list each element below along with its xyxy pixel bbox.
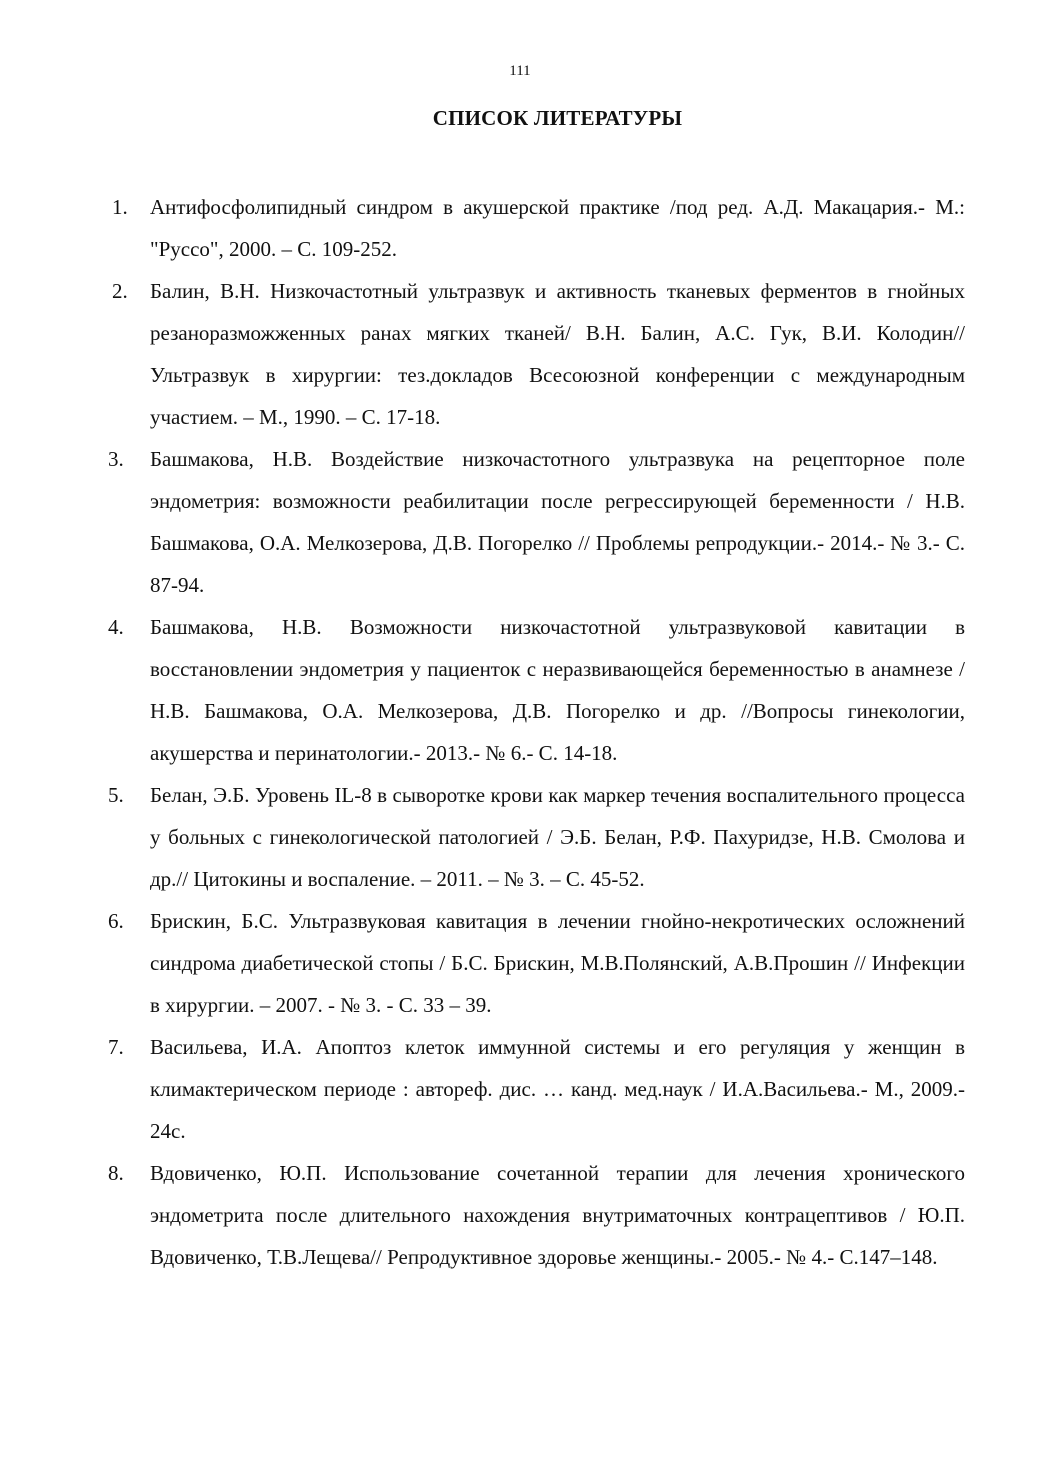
reference-number: 1. [112, 195, 128, 219]
reference-number: 7. [108, 1035, 124, 1059]
reference-text: Башмакова, Н.В. Воздействие низкочастотного ультразвука на рецепторное поле эндометрия: возможности реабилитации после регрессирующей беременности / Н.В. Башмакова, О.А. Мелкозерова, Д.В. Погорелко // Проблемы репродукции.- 2014.- № 3.- С. 87-94. [150, 447, 965, 597]
reference-list [0, 186, 1040, 1278]
reference-item-5 [0, 774, 965, 900]
reference-item-2 [0, 270, 965, 438]
reference-number: 3. [108, 447, 124, 471]
reference-text: Балин, В.Н. Низкочастотный ультразвук и активность тканевых ферментов в гнойных резаноразможженных ранах мягких тканей/ В.Н. Балин, А.С. Гук, В.И. Колодин// Ультразвук в хирургии: тез.докладов Всесоюзной конференции с международным участием. – М., 1990. – С. 17-18. [150, 279, 965, 429]
reference-text: Антифосфолипидный синдром в акушерской практике /под ред. А.Д. Макацария.- М.: "Руссо", 2000. – С. 109-252. [150, 195, 965, 261]
page-number: 111 [509, 63, 531, 79]
reference-text: Брискин, Б.С. Ультразвуковая кавитация в лечении гнойно-некротических осложнений синдрома диабетической стопы / Б.С. Брискин, М.В.Полянский, А.В.Прошин // Инфекции в хирургии. – 2007. - № 3. - С. 33 – 39. [150, 909, 965, 1017]
reference-number: 6. [108, 909, 124, 933]
reference-item-1 [0, 186, 965, 270]
reference-number: 2. [112, 279, 128, 303]
reference-number: 8. [108, 1161, 124, 1185]
reference-text: Васильева, И.А. Апоптоз клеток иммунной системы и его регуляция у женщин в климактерическом периоде : автореф. дис. … канд. мед.наук / И.А.Васильева.- М., 2009.- 24с. [150, 1035, 965, 1143]
reference-item-3 [0, 438, 965, 606]
reference-text: Белан, Э.Б. Уровень IL-8 в сыворотке крови как маркер течения воспалительного процесса у больных с гинекологической патологией / Э.Б. Белан, Р.Ф. Пахуридзе, Н.В. Смолова и др.// Цитокины и воспаление. – 2011. – № 3. – С. 45-52. [150, 783, 965, 891]
reference-number: 5. [108, 783, 124, 807]
page-title: СПИСОК ЛИТЕРАТУРЫ [432, 106, 683, 130]
reference-item-4 [0, 606, 965, 774]
reference-item-7 [0, 1026, 965, 1152]
reference-number: 4. [108, 615, 124, 639]
reference-text: Вдовиченко, Ю.П. Использование сочетанной терапии для лечения хронического эндометрита после длительного нахождения внутриматочных контрацептивов / Ю.П. Вдовиченко, Т.В.Лещева// Репродуктивное здоровье женщины.- 2005.- № 4.- С.147–148. [150, 1161, 965, 1269]
reference-item-8 [0, 1152, 965, 1278]
reference-item-6 [0, 900, 965, 1026]
reference-text: Башмакова, Н.В. Возможности низкочастотной ультразвуковой кавитации в восстановлении эндометрия у пациенток с неразвивающейся беременностью в анамнезе / Н.В. Башмакова, О.А. Мелкозерова, Д.В. Погорелко и др. //Вопросы гинекологии, акушерства и перинатологии.- 2013.- № 6.- С. 14-18. [150, 615, 965, 765]
